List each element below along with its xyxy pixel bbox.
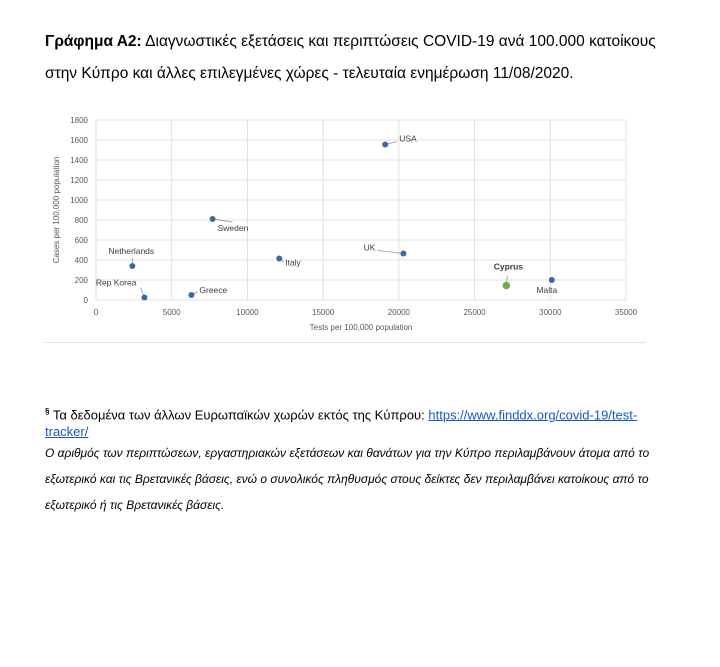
data-label-sweden: Sweden	[217, 223, 249, 233]
x-tick-label: 25000	[463, 308, 486, 317]
scatter-chart-svg	[44, 112, 646, 342]
y-tick-label: 600	[74, 236, 88, 245]
y-tick-label: 400	[74, 256, 88, 265]
x-axis-ticks	[94, 308, 638, 317]
data-label-malta: Malta	[536, 285, 558, 295]
data-point-sweden	[210, 216, 216, 222]
y-tick-label: 800	[74, 216, 88, 225]
x-tick-label: 30000	[539, 308, 562, 317]
footnote-marker: §	[45, 407, 50, 416]
leader-line	[377, 251, 403, 254]
scatter-chart	[44, 112, 646, 343]
data-points	[129, 142, 554, 301]
x-tick-label: 5000	[162, 308, 181, 317]
data-point-uk	[400, 251, 406, 257]
y-tick-label: 0	[83, 296, 88, 305]
data-point-usa	[382, 142, 388, 148]
data-point-greece	[188, 292, 194, 298]
chart-grid	[96, 120, 626, 300]
data-point-cyprus	[503, 282, 511, 290]
explanatory-note: Ο αριθμός των περιπτώσεων, εργαστηριακών εξετάσεων και θανάτων για την Κύπρο περιλαμβάνουν άτομα από το εξωτερικό και τις Βρετανικές βάσεις, ενώ ο συνολικός πληθυσμός στους δείκτες δεν περιλαμβάνει κατοίκους από το εξωτερικό ή τις Βρετανικές βάσεις.	[45, 446, 650, 512]
y-axis-ticks	[70, 116, 88, 305]
footnote-text: Τα δεδομένα των άλλων Ευρωπαϊκών χωρών εκτός της Κύπρου:	[52, 407, 429, 423]
data-point-rep-korea	[141, 295, 147, 301]
y-tick-label: 1200	[70, 176, 88, 185]
y-axis-label: Cases per 100,000 population	[52, 156, 61, 264]
y-tick-label: 1600	[70, 136, 88, 145]
data-label-netherlands: Netherlands	[108, 246, 155, 256]
data-point-netherlands	[129, 263, 135, 269]
y-tick-label: 1800	[70, 116, 88, 125]
x-tick-label: 35000	[614, 308, 638, 317]
leader-line	[213, 219, 233, 222]
data-label-rep-korea: Rep Korea	[95, 277, 137, 288]
x-tick-label: 15000	[312, 308, 335, 317]
y-tick-label: 1400	[70, 156, 88, 165]
data-point-malta	[549, 277, 555, 283]
y-tick-label: 1000	[70, 196, 88, 205]
data-label-usa: USA	[399, 133, 417, 144]
data-label-greece: Greece	[199, 285, 228, 295]
x-axis-label: Tests per 100,000 population	[309, 323, 413, 332]
figure-caption-text: Διαγνωστικές εξετάσεις και περιπτώσεις COVID-19 ανά 100.000 κατοίκους στην Κύπρο και άλλες επιλεγμένες χώρες - τελευταία ενημέρωση 11/08/2020.	[45, 33, 656, 82]
data-label-italy: Italy	[285, 257, 301, 268]
figure-caption-label: Γράφημα Α2:	[45, 33, 142, 50]
x-tick-label: 0	[93, 308, 99, 317]
footnote	[45, 403, 650, 440]
footnote-link[interactable]: https://www.finddx.org/covid-19/test-tracker/	[45, 407, 638, 440]
y-tick-label: 200	[74, 276, 88, 285]
x-tick-label: 20000	[387, 308, 410, 317]
data-label-uk: UK	[363, 242, 376, 253]
data-labels	[96, 134, 558, 296]
x-tick-label: 10000	[236, 308, 259, 317]
figure-caption	[45, 26, 665, 90]
data-label-cyprus: Cyprus	[493, 261, 524, 272]
label-leader-lines	[132, 142, 507, 298]
data-point-italy	[276, 256, 282, 262]
